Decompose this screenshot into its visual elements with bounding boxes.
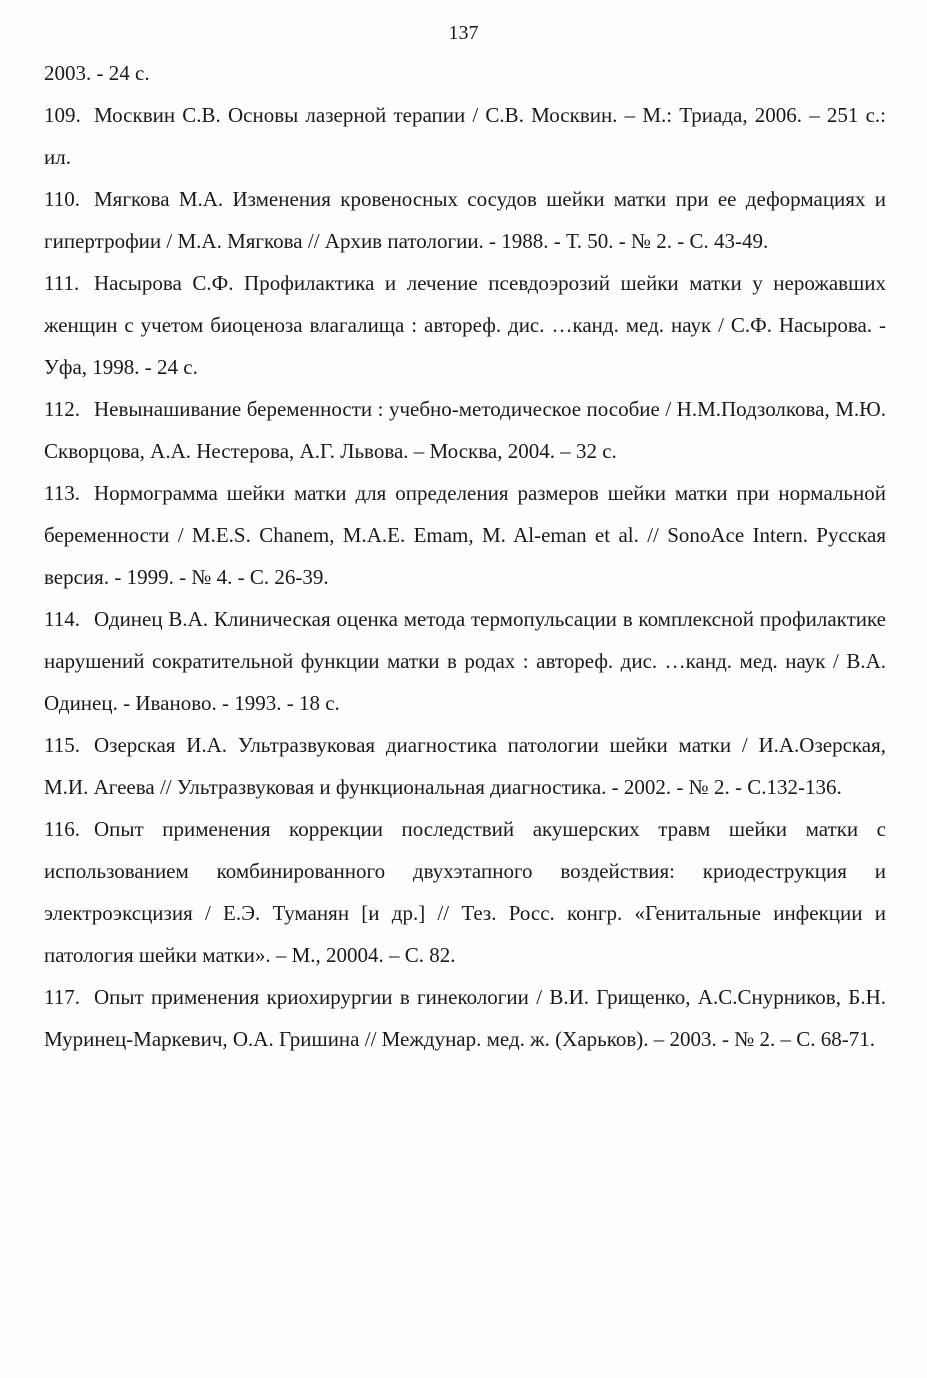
page-number: 137: [448, 22, 479, 44]
reference-item: [44, 598, 886, 724]
reference-item: [44, 808, 886, 976]
reference-number: 112.: [44, 397, 80, 421]
reference-text: Озерская И.А. Ультразвуковая диагностика патологии шейки матки / И.А.Озерская, М.И. Агеева // Ультразвуковая и функциональная диагностика. - 2002. - № 2. - С.132-136.: [44, 733, 886, 799]
reference-item: [44, 388, 886, 472]
reference-number: 116.: [44, 817, 80, 841]
reference-text: Нормограмма шейки матки для определения размеров шейки матки при нормальной беременности / M.E.S. Chanem, M.A.E. Emam, M. Al-eman et al. // SonoAce Intern. Русская версия. - 1999. - № 4. - С. 26-39.: [44, 481, 886, 589]
reference-text: Опыт применения криохирургии в гинекологии / В.И. Грищенко, А.С.Снурников, Б.Н. Муринец-Маркевич, О.А. Гришина // Междунар. мед. ж. (Харьков). – 2003. - № 2. – С. 68-71.: [44, 985, 886, 1051]
reference-text: Насырова С.Ф. Профилактика и лечение псевдоэрозий шейки матки у нерожавших женщин с учетом биоценоза влагалища : автореф. дис. …канд. мед. наук / С.Ф. Насырова. - Уфа, 1998. - 24 с.: [44, 271, 886, 379]
reference-item: [44, 472, 886, 598]
reference-number: 110.: [44, 187, 80, 211]
reference-number: 111.: [44, 271, 80, 295]
continuation-text: 2003. - 24 с.: [44, 61, 150, 85]
reference-item: [44, 262, 886, 388]
reference-item: [44, 724, 886, 808]
reference-number: 114.: [44, 607, 80, 631]
reference-number: 109.: [44, 103, 81, 127]
reference-number: 115.: [44, 733, 80, 757]
reference-text: Одинец В.А. Клиническая оценка метода термопульсации в комплексной профилактике нарушений сократительной функции матки в родах : автореф. дис. …канд. мед. наук / В.А. Одинец. - Иваново. - 1993. - 18 с.: [44, 607, 886, 715]
reference-text: Невынашивание беременности : учебно-методическое пособие / Н.М.Подзолкова, М.Ю. Скворцова, А.А. Нестерова, А.Г. Львова. – Москва, 2004. – 32 с.: [44, 397, 886, 463]
reference-text: Мягкова М.А. Изменения кровеносных сосудов шейки матки при ее деформациях и гипертрофии / М.А. Мягкова // Архив патологии. - 1988. - Т. 50. - № 2. - С. 43-49.: [44, 187, 886, 253]
reference-text: Опыт применения коррекции последствий акушерских травм шейки матки с использованием комбинированного двухэтапного воздействия: криодеструкция и электроэксцизия / Е.Э. Туманян [и др.] // Тез. Росс. конгр. «Генитальные инфекции и патология шейки матки». – М., 20004. – С. 82.: [44, 817, 886, 967]
reference-text: Москвин С.В. Основы лазерной терапии / С.В. Москвин. – М.: Триада, 2006. – 251 с.: ил.: [44, 103, 886, 169]
bibliography-list: [44, 52, 886, 1060]
reference-item: [44, 94, 886, 178]
reference-number: 113.: [44, 481, 80, 505]
reference-item: [44, 178, 886, 262]
reference-item: [44, 976, 886, 1060]
reference-number: 117.: [44, 985, 80, 1009]
